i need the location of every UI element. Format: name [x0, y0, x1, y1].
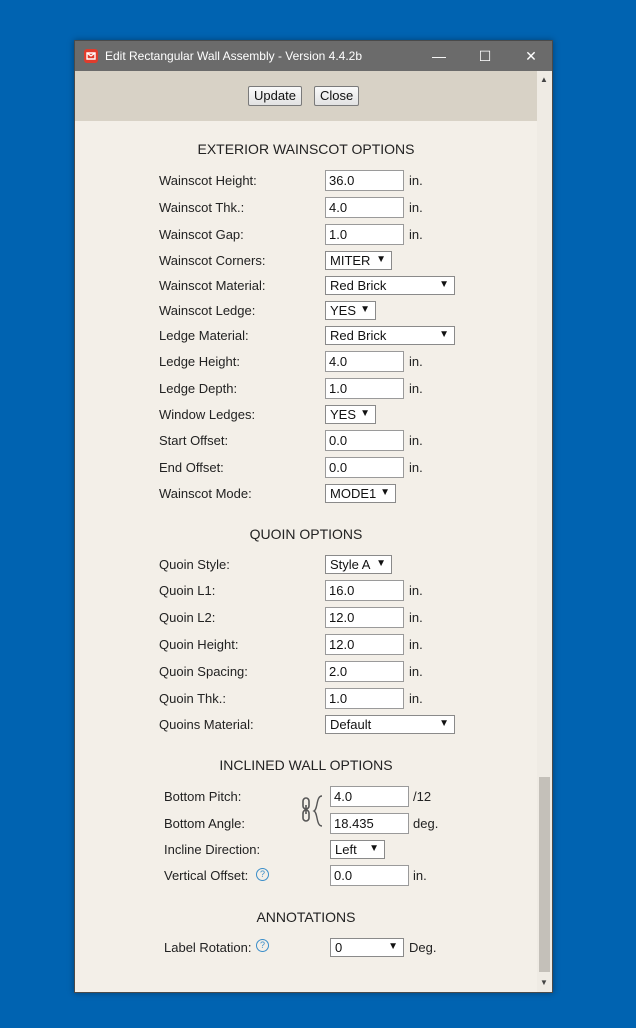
chevron-down-icon: ▼ — [360, 304, 370, 315]
wainscot-material-select[interactable] — [325, 276, 455, 295]
wainscot-material-label: Wainscot Material: — [159, 278, 266, 293]
quoin-l2-label: Quoin L2: — [159, 610, 216, 625]
wainscot-gap-label: Wainscot Gap: — [159, 227, 244, 242]
vertical-offset-label: Vertical Offset: — [164, 868, 249, 883]
quoins-material-select[interactable] — [325, 715, 455, 734]
vertical-scrollbar[interactable] — [537, 71, 552, 992]
bottom-pitch-input[interactable] — [330, 786, 409, 807]
link-chain-icon[interactable] — [300, 795, 326, 827]
label-rotation-select[interactable] — [330, 938, 404, 957]
ledge-height-unit: in. — [409, 354, 423, 369]
sketchup-app-icon — [84, 49, 98, 63]
help-icon[interactable]: ? — [256, 868, 269, 881]
chevron-down-icon: ▼ — [439, 279, 449, 290]
scroll-down-icon[interactable]: ▼ — [540, 978, 548, 987]
annotations-heading: ANNOTATIONS — [256, 909, 356, 925]
quoin-style-label: Quoin Style: — [159, 557, 230, 572]
window-ledges-select[interactable] — [325, 405, 376, 424]
quoin-l2-unit: in. — [409, 610, 423, 625]
minimize-button[interactable]: — — [432, 48, 446, 64]
chevron-down-icon: ▼ — [369, 843, 379, 854]
ledge-material-select[interactable] — [325, 326, 455, 345]
chevron-down-icon: ▼ — [380, 487, 390, 498]
quoins-material-value: Default — [330, 717, 372, 732]
bottom-pitch-label: Bottom Pitch: — [164, 789, 242, 804]
wainscot-ledge-select[interactable] — [325, 301, 376, 320]
wainscot-material-value: Red Brick — [330, 278, 387, 293]
ledge-depth-unit: in. — [409, 381, 423, 396]
update-button[interactable]: Update — [248, 86, 302, 106]
ledge-material-value: Red Brick — [330, 328, 387, 343]
ledge-depth-input[interactable] — [325, 378, 404, 399]
button-bar — [75, 71, 537, 121]
close-button[interactable]: Close — [314, 86, 359, 106]
wainscot-ledge-label: Wainscot Ledge: — [159, 303, 256, 318]
vertical-offset-unit: in. — [413, 868, 427, 883]
incline-direction-select[interactable] — [330, 840, 385, 859]
chevron-down-icon: ▼ — [439, 718, 449, 729]
window-ledges-value: YES — [330, 407, 357, 422]
chevron-down-icon: ▼ — [360, 408, 370, 419]
wainscot-mode-label: Wainscot Mode: — [159, 486, 252, 501]
wainscot-mode-value: MODE1 — [330, 486, 377, 501]
wainscot-thk-label: Wainscot Thk.: — [159, 200, 245, 215]
dialog-window — [74, 40, 553, 993]
incline-direction-value: Left — [335, 842, 357, 857]
maximize-button[interactable]: ☐ — [478, 48, 492, 64]
quoin-heading: QUOIN OPTIONS — [249, 526, 363, 542]
wainscot-corners-label: Wainscot Corners: — [159, 253, 266, 268]
label-rotation-value: 0 — [335, 940, 343, 955]
scroll-up-icon[interactable]: ▲ — [540, 75, 548, 84]
quoin-thk-input[interactable] — [325, 688, 404, 709]
ledge-material-label: Ledge Material: — [159, 328, 249, 343]
wainscot-corners-select[interactable] — [325, 251, 392, 270]
bottom-angle-unit: deg. — [413, 816, 439, 831]
start-offset-input[interactable] — [325, 430, 404, 451]
quoin-height-label: Quoin Height: — [159, 637, 239, 652]
quoin-spacing-input[interactable] — [325, 661, 404, 682]
window-title: Edit Rectangular Wall Assembly - Version 4.4.2b — [105, 49, 363, 63]
window-ledges-label: Window Ledges: — [159, 407, 256, 422]
ledge-height-input[interactable] — [325, 351, 404, 372]
wainscot-thk-input[interactable] — [325, 197, 404, 218]
start-offset-label: Start Offset: — [159, 433, 229, 448]
scrollbar-thumb[interactable] — [539, 777, 550, 972]
wainscot-height-label: Wainscot Height: — [159, 173, 257, 188]
wainscot-thk-unit: in. — [409, 200, 423, 215]
end-offset-label: End Offset: — [159, 460, 224, 475]
ledge-height-label: Ledge Height: — [159, 354, 240, 369]
close-window-button[interactable]: ✕ — [525, 48, 537, 64]
quoin-l1-input[interactable] — [325, 580, 404, 601]
quoin-l1-label: Quoin L1: — [159, 583, 216, 598]
title-bar[interactable] — [75, 41, 552, 71]
ledge-depth-label: Ledge Depth: — [159, 381, 238, 396]
dialog-content — [75, 71, 552, 992]
wainscot-gap-input[interactable] — [325, 224, 404, 245]
quoin-l1-unit: in. — [409, 583, 423, 598]
quoin-spacing-label: Quoin Spacing: — [159, 664, 248, 679]
chevron-down-icon: ▼ — [376, 254, 386, 265]
wainscot-mode-select[interactable] — [325, 484, 396, 503]
label-rotation-label: Label Rotation: — [164, 940, 252, 955]
wainscot-corners-value: MITER — [330, 253, 371, 268]
bottom-angle-input[interactable] — [330, 813, 409, 834]
wainscot-gap-unit: in. — [409, 227, 423, 242]
chevron-down-icon: ▼ — [376, 558, 386, 569]
inclined-heading: INCLINED WALL OPTIONS — [219, 757, 393, 773]
bottom-pitch-unit: /12 — [413, 789, 432, 804]
quoin-l2-input[interactable] — [325, 607, 404, 628]
quoin-thk-label: Quoin Thk.: — [159, 691, 226, 706]
quoin-style-value: Style A — [330, 557, 371, 572]
chevron-down-icon: ▼ — [388, 941, 398, 952]
chevron-down-icon: ▼ — [439, 329, 449, 340]
wainscot-ledge-value: YES — [330, 303, 357, 318]
label-rotation-unit: Deg. — [409, 940, 437, 955]
quoin-height-unit: in. — [409, 637, 423, 652]
quoin-height-input[interactable] — [325, 634, 404, 655]
quoins-material-label: Quoins Material: — [159, 717, 254, 732]
start-offset-unit: in. — [409, 433, 423, 448]
wainscot-height-unit: in. — [409, 173, 423, 188]
help-icon[interactable]: ? — [256, 939, 269, 952]
end-offset-unit: in. — [409, 460, 423, 475]
wainscot-height-input[interactable] — [325, 170, 404, 191]
quoin-spacing-unit: in. — [409, 664, 423, 679]
vertical-offset-input[interactable] — [330, 865, 409, 886]
incline-direction-label: Incline Direction: — [164, 842, 261, 857]
quoin-thk-unit: in. — [409, 691, 423, 706]
end-offset-input[interactable] — [325, 457, 404, 478]
wainscot-heading: EXTERIOR WAINSCOT OPTIONS — [197, 141, 415, 157]
quoin-style-select[interactable] — [325, 555, 392, 574]
bottom-angle-label: Bottom Angle: — [164, 816, 245, 831]
